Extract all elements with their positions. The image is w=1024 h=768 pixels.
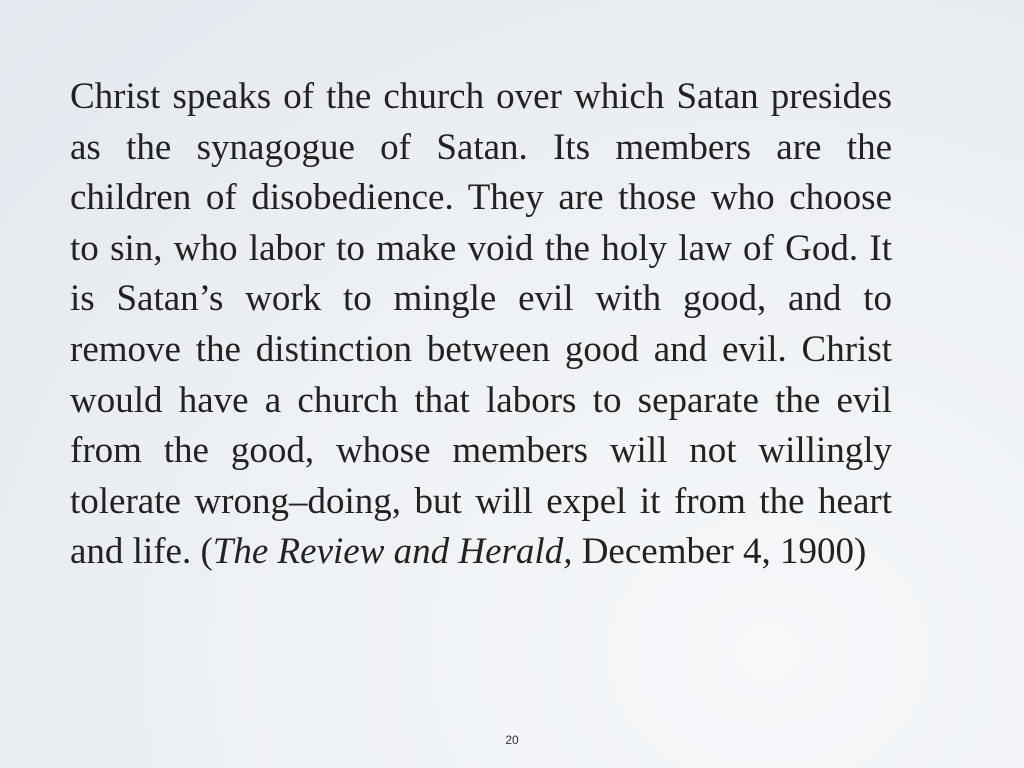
slide-number: 20 [505,733,519,747]
quote-paragraph [70,72,892,578]
quote-text: Christ speaks of the church over which Satan presides as the synagogue of Satan. Its members are the children of disobedience. They are those who choose to sin, who labor to make void the holy law of God. It is Satan’s work to mingle evil with good, and to remove the distinction between good and evil. Christ would have a church that labors to separate the evil from the good, whose members will not willingly tolerate wrong–doing, but will expel it from the heart and life. ( [70,76,892,573]
citation-source-title: The Review and Herald, [212,531,573,573]
citation-date: December 4, 1900) [572,531,867,573]
